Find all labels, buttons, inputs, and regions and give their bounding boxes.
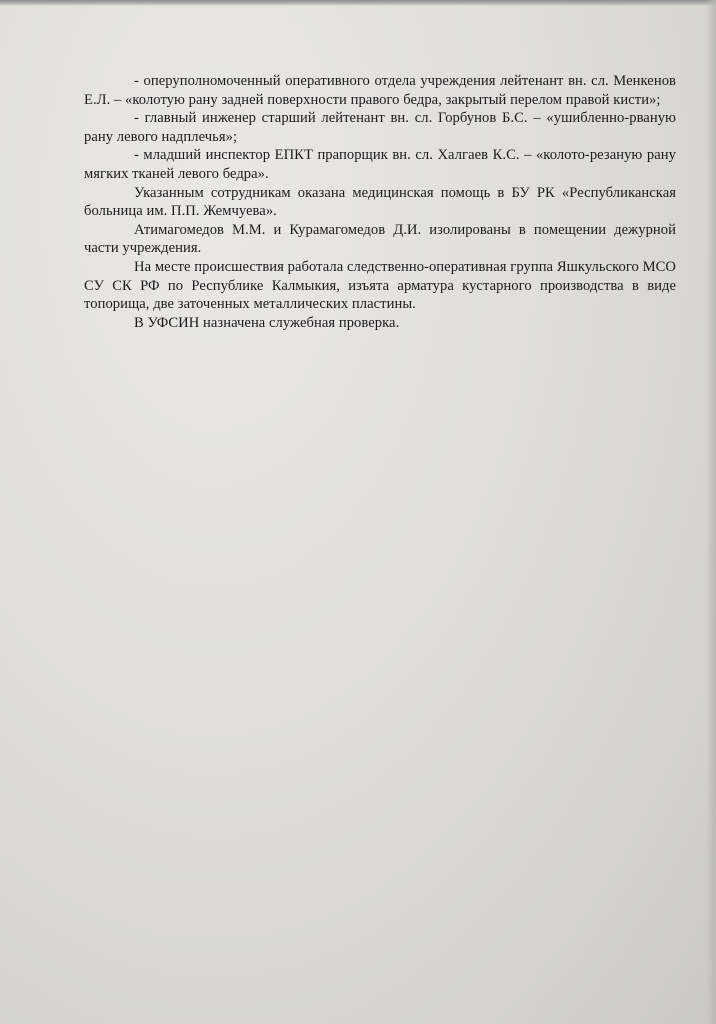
paragraph-medical-help: Указанным сотрудникам оказана медицинская помощь в БУ РК «Республиканская больница им. П.П. Жемчуева».: [84, 184, 676, 220]
paper-top-edge: [0, 0, 716, 6]
paper-right-edge: [706, 0, 716, 1024]
document-body: [84, 72, 676, 332]
paragraph-injury-menkenov: - оперуполномоченный оперативного отдела учреждения лейтенант вн. сл. Менкенов Е.Л. – «колотую рану задней поверхности правого бедра, закрытый перелом правой кисти»;: [84, 73, 676, 108]
paragraph-injury-khalgaev: - младший инспектор ЕПКТ прапорщик вн. сл. Халгаев К.С. – «колото-резаную рану мягких тканей левого бедра».: [84, 147, 676, 182]
paragraph-injury-gorbunov: - главный инженер старший лейтенант вн. сл. Горбунов Б.С. – «ушибленно-рваную рану левого надплечья»;: [84, 110, 676, 145]
paragraph-inspection: В УФСИН назначена служебная проверка.: [134, 314, 400, 331]
paragraph-investigation: На месте происшествия работала следственно-оперативная группа Яшкульского МСО СУ СК РФ по Республике Калмыкия, изъята арматура кустарного производства в виде топорища, две заточенных металлических пластины.: [84, 258, 676, 313]
paragraph-isolation: Атимагомедов М.М. и Курамагомедов Д.И. изолированы в помещении дежурной части учреждения.: [84, 221, 676, 257]
